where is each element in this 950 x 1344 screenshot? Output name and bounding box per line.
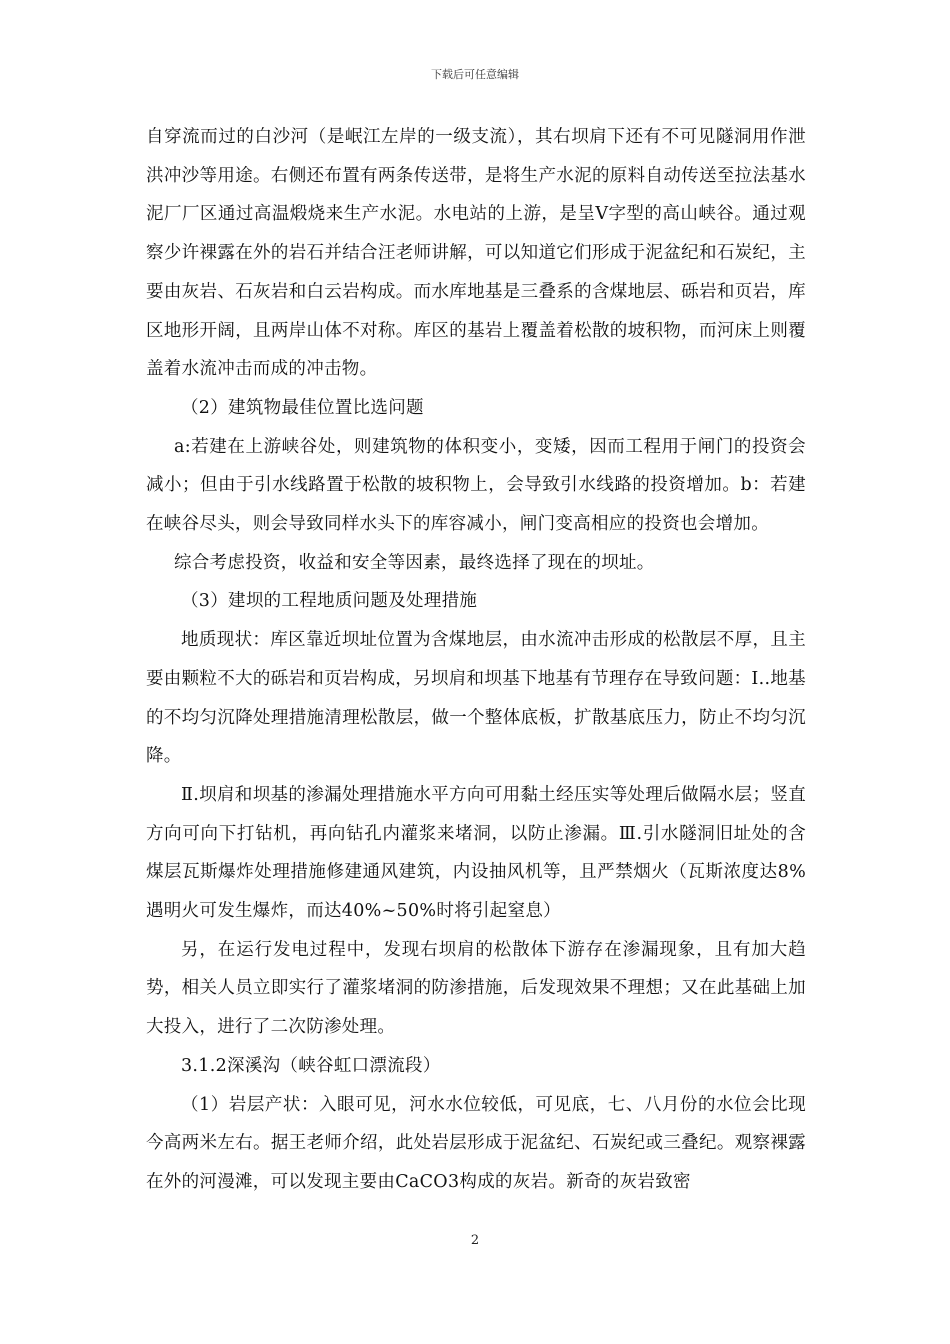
heading-site-selection: （2）建筑物最佳位置比选问题 [181, 397, 424, 418]
heading-geology-problems: （3）建坝的工程地质问题及处理措施 [181, 591, 478, 612]
paragraph-baisha-river: 自穿流而过的白沙河（是岷江左岸的一级支流），其右坝肩下还有不可见隧洞用作泄洪冲沙等用途。右侧还布置有两条传送带，是将生产水泥的原料自动传送至拉法基水泥厂厂区通过高温煅烧来生产水泥。水电站的上游，是呈Ⅴ字型的高山峡谷。通过观察少许裸露在外的岩石并结合汪老师讲解，可以知道它们形成于泥盆纪和石炭纪，主要由灰岩、石灰岩和白云岩构成。而水库地基是三叠系的含煤地层、砾岩和页岩，库区地形开阔，且两岸山体不对称。库区的基岩上覆盖着松散的坡积物，而河床上则覆盖着水流冲击而成的冲击物。 [146, 127, 806, 380]
paragraph-operation-leakage: 另，在运行发电过程中，发现右坝肩的松散体下游存在渗漏现象，且有加大趋势，相关人员立即实行了灌浆堵洞的防渗措施，后发现效果不理想；又在此基础上加大投入，进行了二次防渗处理。 [146, 939, 806, 1038]
paragraph-leakage-measures: Ⅱ.坝肩和坝基的渗漏处理措施水平方向可用黏土经压实等处理后做隔水层；竖直方向可向下打钻机，再向钻孔内灌浆来堵洞，以防止渗漏。Ⅲ.引水隧洞旧址处的含煤层瓦斯爆炸处理措施修建通风建筑，内设抽风机等，且严禁烟火（瓦斯浓度达8%遇明火可发生爆炸，而达40%~50%时将引起窒息） [146, 784, 806, 922]
paragraph-final-choice: 综合考虑投资，收益和安全等因素，最终选择了现在的坝址。 [174, 552, 655, 573]
paragraph-site-options: a:若建在上游峡谷处，则建筑物的体积变小，变矮，因而工程用于闸门的投资会减小；但由于引水线路置于松散的坡积物上，会导致引水线路的投资增加。b：若建在峡谷尽头，则会导致同样水头下的库容减小，闸门变高相应的投资也会增加。 [146, 436, 806, 535]
paragraph-geology-status: 地质现状：库区靠近坝址位置为含煤地层，由水流冲击形成的松散层不厚，且主要由颗粒不大的砾岩和页岩构成，另坝肩和坝基下地基有节理存在导致问题：Ⅰ..地基的不均匀沉降处理措施清理松散层，做一个整体底板，扩散基底压力，防止不均匀沉降。 [146, 630, 806, 767]
paragraph-rock-attitude: （1）岩层产状：入眼可见，河水水位较低，可见底，七、八月份的水位会比现今高两米左右。据王老师介绍，此处岩层形成于泥盆纪、石炭纪或三叠纪。观察裸露在外的河漫滩，可以发现主要由CaCO3构成的灰岩。新奇的灰岩致密 [146, 1094, 806, 1192]
document-body [146, 118, 806, 1202]
heading-shenxigou: 3.1.2深溪沟（峡谷虹口漂流段） [181, 1055, 441, 1076]
page-header: 下载后可任意编辑 [431, 68, 519, 81]
page-number: 2 [470, 1233, 480, 1248]
